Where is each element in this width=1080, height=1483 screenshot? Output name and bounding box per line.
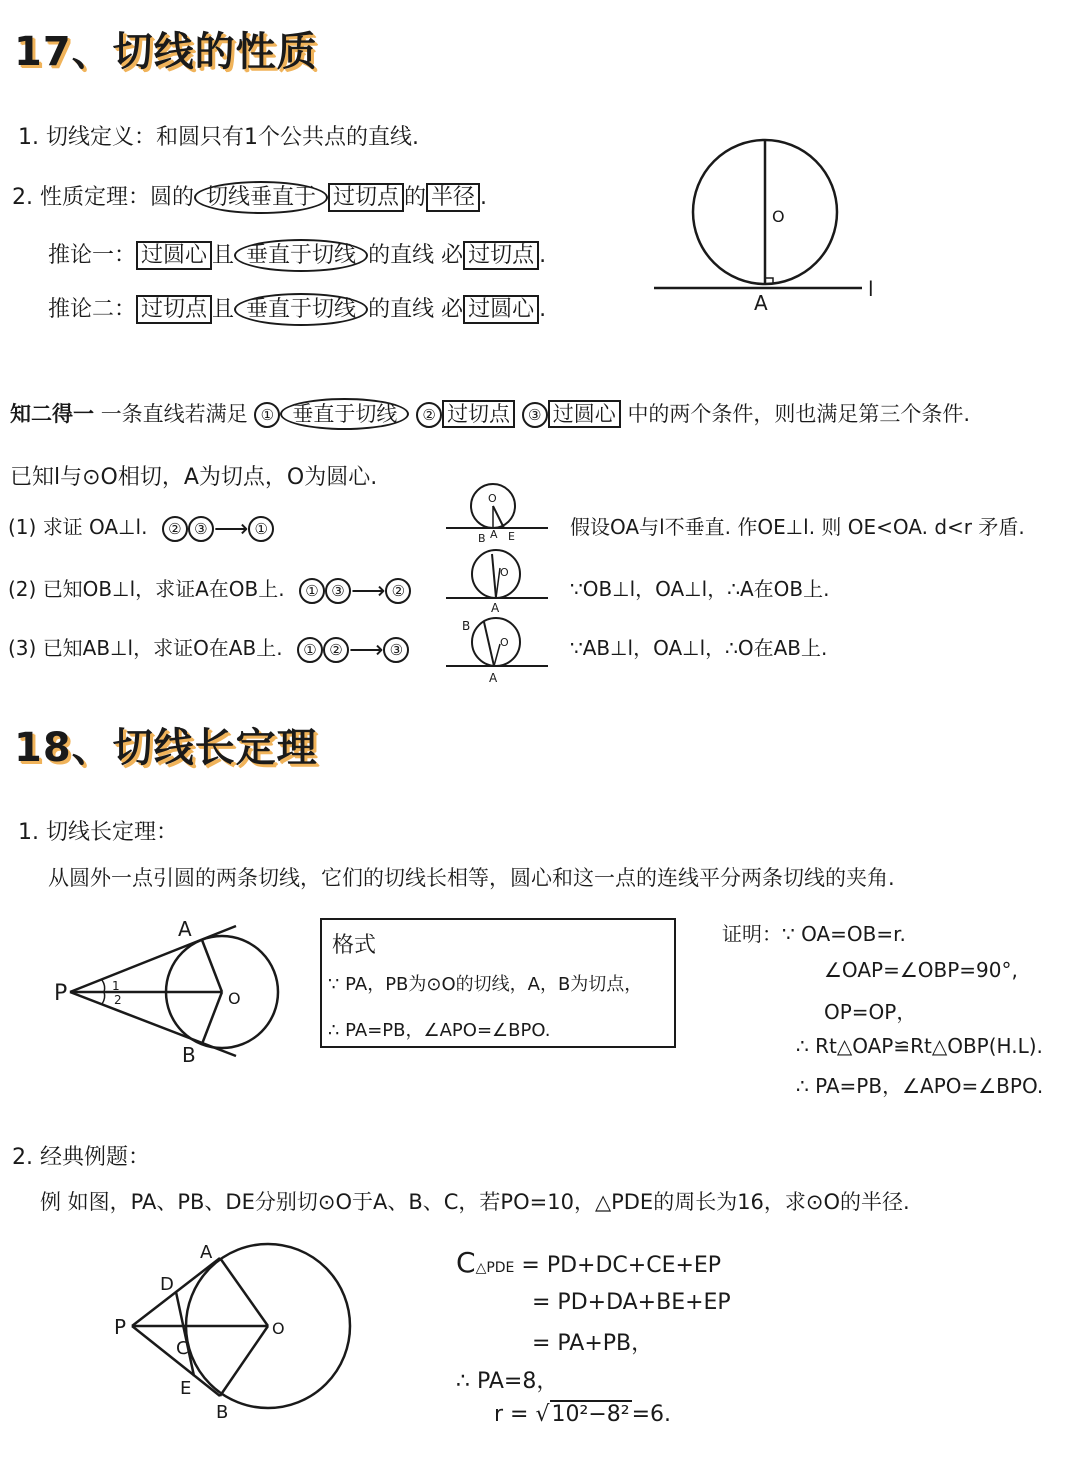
calc-radicand: 10²−8² [551, 1402, 630, 1427]
fig2-label-a: A [200, 1242, 213, 1263]
property-box-1: 过切点 [328, 183, 404, 212]
definition-line: 1. 切线定义：和圆只有1个公共点的直线. [18, 125, 419, 150]
problem-1-solution: 假设OA与l不垂直. 作OE⊥l. 则 OE<OA. d<r 矛盾. [570, 515, 1025, 539]
property-theorem-line [12, 180, 487, 211]
know-two-get-one-line [10, 398, 970, 428]
problem-3-cond-b: ② [323, 637, 349, 663]
problem-3-cond-c: ③ [383, 637, 409, 663]
fig2-label-p: P [114, 1315, 127, 1339]
problem-2-cond-a: ① [299, 578, 325, 604]
corollary-2-line [48, 292, 546, 323]
proof-label: 证明： [722, 922, 782, 946]
corollary-1-box-1: 过圆心 [136, 241, 212, 270]
know-num-2: ② [416, 402, 442, 428]
know-text-2: 中的两个条件，则也满足第三个条件. [627, 402, 971, 426]
fig2-label-e: E [180, 1378, 192, 1399]
problem-1-cond-c: ① [248, 516, 274, 542]
problem-3-text: (3) 已知AB⊥l，求证O在AB上. [8, 636, 283, 660]
property-end: . [480, 185, 488, 210]
know-cond-1: 垂直于切线 [280, 398, 409, 430]
problem-3-cond-a: ① [297, 637, 323, 663]
calc-step-4: ∴ PA=8， [456, 1369, 559, 1394]
mini-1-o: O [488, 492, 497, 505]
corollary-1-mid2: 的直线 必 [368, 243, 464, 268]
format-line-2: ∴ PA=PB，∠APO=∠BPO. [328, 1020, 551, 1041]
mini-2-o: O [500, 566, 509, 579]
problem-1-cond-b: ③ [188, 516, 214, 542]
know-num-3: ③ [522, 402, 548, 428]
property-prefix: 2. 性质定理：圆的 [12, 185, 194, 210]
know-cond-2: 过切点 [442, 400, 515, 428]
calc-line-1 [456, 1246, 721, 1279]
fig1-angle-1: 1 [112, 979, 120, 993]
problem-3-arrow: ⟶ [348, 635, 384, 664]
tangent-length-theorem-label: 1. 切线长定理： [18, 820, 178, 845]
fig1-label-o: O [228, 989, 241, 1008]
diagram-label-l: l [868, 277, 874, 301]
mini-diagram-2 [440, 548, 555, 618]
fig2-label-o: O [272, 1319, 285, 1338]
calc-step-2: = PD+DA+BE+EP [532, 1290, 731, 1315]
calc-step-5 [494, 1402, 671, 1427]
calc-result: =6. [631, 1402, 672, 1427]
section-17-title: 17、切线的性质 [14, 29, 318, 75]
mini-2-a: A [491, 601, 500, 615]
problem-3 [8, 632, 409, 664]
corollary-2-box-1: 过切点 [136, 295, 212, 324]
tangent-length-theorem-text: 从圆外一点引圆的两条切线，它们的切线长相等，圆心和这一点的连线平分两条切线的夹角. [48, 866, 895, 890]
corollary-1-oval: 垂直于切线 [234, 239, 368, 272]
problem-2-arrow: ⟶ [351, 576, 386, 605]
mini-3-a: A [489, 671, 498, 685]
property-oval: 切线垂直于 [194, 181, 328, 214]
mini-diagram-1 [440, 480, 555, 550]
know-prefix: 知二得一 [10, 402, 94, 426]
format-box [320, 918, 676, 1048]
format-title: 格式 [332, 933, 377, 958]
example-figure [110, 1236, 360, 1426]
corollary-1-prefix: 推论一： [48, 243, 137, 268]
proof-step-4: ∴ Rt△OAP≌Rt△OBP(H.L). [796, 1034, 1043, 1058]
fig1-angle-2: 2 [114, 993, 122, 1007]
corollary-2-box-2: 过圆心 [463, 295, 539, 324]
format-line-1: ∵ PA，PB为⊙O的切线，A，B为切点， [328, 974, 643, 995]
fig2-label-d: D [160, 1274, 174, 1295]
proof-line-1 [722, 918, 906, 947]
proof-step-3: OP=OP， [824, 1000, 917, 1024]
tangent-length-figure [40, 910, 300, 1070]
diagram-label-a: A [754, 291, 768, 315]
calc-c: C [456, 1246, 476, 1279]
corollary-2-prefix: 推论二： [48, 297, 137, 322]
problem-2-solution: ∵OB⊥l，OA⊥l，∴A在OB上. [570, 577, 830, 601]
fig1-label-b: B [182, 1043, 196, 1067]
problem-1 [8, 511, 274, 543]
corollary-1-line [48, 238, 546, 269]
tangent-diagram [640, 130, 900, 320]
sqrt-sign: √ [535, 1402, 550, 1427]
know-text-1: 一条直线若满足 [100, 402, 248, 426]
mini-3-b: B [462, 619, 471, 633]
corollary-2-mid2: 的直线 必 [368, 297, 464, 322]
given-line: 已知l与⊙O相切，A为切点，O为圆心. [10, 465, 378, 490]
problem-1-cond-a: ② [162, 516, 188, 542]
corollary-1-mid: 且 [212, 243, 235, 268]
classic-example-label: 2. 经典例题： [12, 1145, 150, 1170]
proof-step-2: ∠OAP=∠OBP=90°, [824, 958, 1018, 982]
mini-1-b: B [478, 532, 486, 545]
mini-diagram-3 [440, 612, 555, 687]
calc-r: r = [494, 1402, 529, 1427]
property-mid: 的 [404, 185, 427, 210]
mini-3-o: O [500, 636, 509, 649]
section-18-title: 18、切线长定理 [14, 725, 318, 771]
corollary-2-oval: 垂直于切线 [234, 293, 368, 326]
corollary-2-mid: 且 [212, 297, 235, 322]
calc-step-3: = PA+PB， [532, 1331, 654, 1356]
mini-1-e: E [508, 530, 515, 543]
problem-2-text: (2) 已知OB⊥l，求证A在OB上. [8, 577, 285, 601]
property-box-2: 半径 [426, 183, 480, 212]
know-num-1: ① [254, 402, 280, 428]
proof-step-5: ∴ PA=PB，∠APO=∠BPO. [796, 1074, 1044, 1098]
calc-sub: △PDE [475, 1260, 515, 1276]
classic-example-text: 例 如图，PA、PB、DE分别切⊙O于A、B、C，若PO=10，△PDE的周长为16，求⊙O的半径. [40, 1190, 910, 1214]
fig1-label-p: P [54, 981, 68, 1006]
fig2-label-b: B [216, 1402, 229, 1423]
corollary-1-box-2: 过切点 [463, 241, 539, 270]
know-cond-3: 过圆心 [548, 400, 621, 428]
fig2-label-c: C [176, 1338, 189, 1359]
problem-2-cond-b: ③ [325, 578, 351, 604]
corollary-2-end: . [539, 297, 547, 322]
calc-step-1: = PD+DC+CE+EP [521, 1253, 722, 1278]
problem-1-text: (1) 求证 OA⊥l. [8, 515, 148, 539]
problem-3-solution: ∵AB⊥l，OA⊥l，∴O在AB上. [570, 636, 828, 660]
problem-2 [8, 573, 411, 605]
fig1-label-a: A [178, 917, 192, 941]
diagram-label-o: O [772, 207, 785, 226]
mini-1-a: A [490, 528, 498, 541]
problem-1-arrow: ⟶ [213, 514, 249, 543]
problem-2-cond-c: ② [385, 578, 411, 604]
corollary-1-end: . [539, 243, 547, 268]
proof-step-1: ∵ OA=OB=r. [782, 922, 906, 946]
